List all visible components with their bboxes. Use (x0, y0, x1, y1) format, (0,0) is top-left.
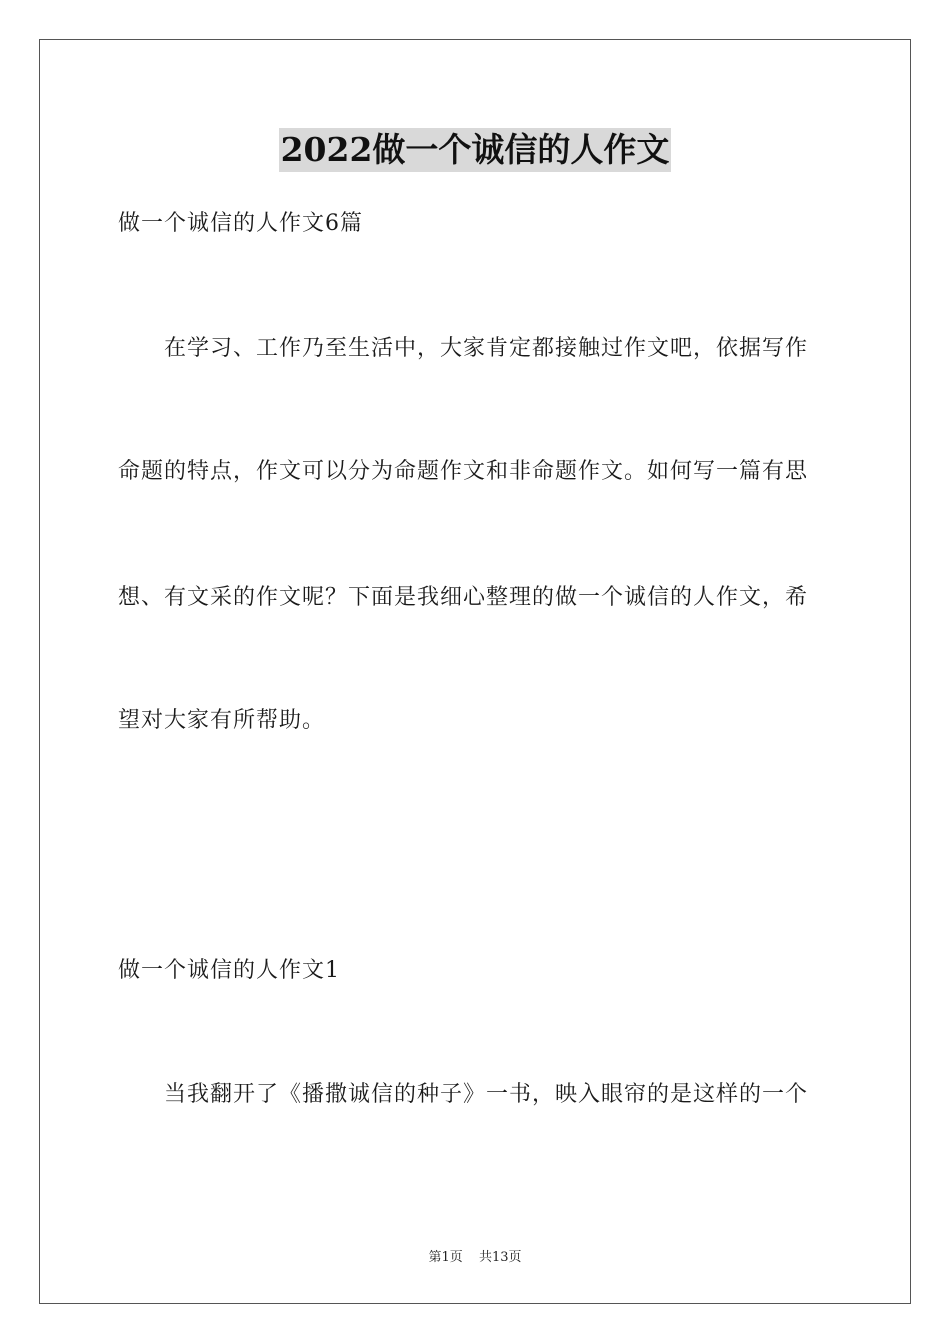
page-number: 第1页 (428, 1250, 463, 1265)
section-heading: 做一个诚信的人作文1 (118, 958, 340, 983)
intro-line-4: 望对大家有所帮助。 (118, 708, 326, 733)
document-title: 2022做一个诚信的人作文 (279, 128, 672, 172)
intro-line-3: 想、有文采的作文呢？下面是我细心整理的做一个诚信的人作文，希 (118, 585, 809, 610)
intro-line-1: 在学习、工作乃至生活中，大家肯定都接触过作文吧，依据写作 (164, 336, 809, 361)
intro-line-2: 命题的特点，作文可以分为命题作文和非命题作文。如何写一篇有思 (118, 459, 809, 484)
page-footer (0, 1246, 950, 1265)
total-pages: 共13页 (478, 1250, 522, 1265)
title-container (0, 128, 950, 172)
section-first-line: 当我翻开了《播撒诚信的种子》一书，映入眼帘的是这样的一个 (164, 1082, 809, 1107)
document-subtitle: 做一个诚信的人作文6篇 (118, 211, 363, 236)
